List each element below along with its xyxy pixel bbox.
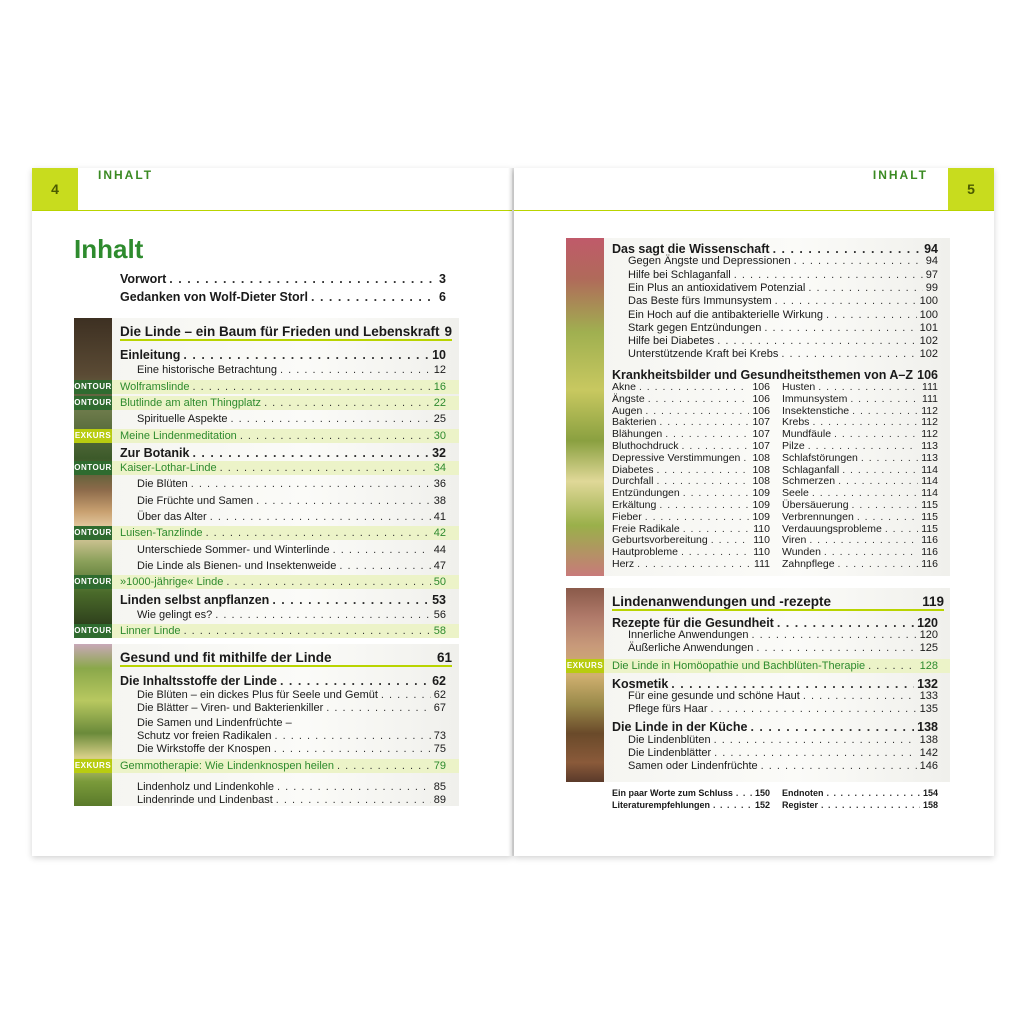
toc-entry[interactable]: Vorwort . . . 3 <box>120 272 446 286</box>
toc-entry[interactable]: Literaturempfehlungen . . . 152 <box>612 800 770 810</box>
az-entry[interactable]: Herz . . . 111 <box>612 558 770 570</box>
tag-badge: EXKURS <box>74 759 112 773</box>
toc-entry[interactable]: Hilfe bei Schlaganfall . . . 97 <box>628 269 938 281</box>
linden-blossom-photo <box>74 644 112 806</box>
toc-entry[interactable]: Linden selbst anpflanzen . . . 53 <box>120 593 446 607</box>
az-entry[interactable]: Durchfall . . . 108 <box>612 475 770 487</box>
toc-entry[interactable]: Äußerliche Anwendungen . . . 125 <box>628 642 938 654</box>
toc-entry[interactable]: Unterschiede Sommer- und Winterlinde . . . 44 <box>137 544 446 556</box>
toc-entry[interactable]: Unterstützende Kraft bei Krebs . . . 102 <box>628 348 938 360</box>
az-entry[interactable]: Mundfäule . . . 112 <box>782 428 938 440</box>
toc-entry[interactable]: Innerliche Anwendungen . . . 120 <box>628 629 938 641</box>
az-entry[interactable]: Schlaganfall . . . 114 <box>782 464 938 476</box>
az-entry[interactable]: Entzündungen . . . 109 <box>612 487 770 499</box>
toc-entry[interactable]: Hilfe bei Diabetes . . . 102 <box>628 335 938 347</box>
az-entry[interactable]: Geburtsvorbereitung . . . 110 <box>612 534 770 546</box>
az-entry[interactable]: Verbrennungen . . . 115 <box>782 511 938 523</box>
az-entry[interactable]: Ängste . . . 106 <box>612 393 770 405</box>
toc-entry[interactable]: Über das Alter . . . 41 <box>137 511 446 523</box>
toc-entry[interactable]: Linner Linde . . . 58 <box>120 625 446 637</box>
toc-entry[interactable]: Die Inhaltsstoffe der Linde . . . 62 <box>120 674 446 688</box>
toc-entry[interactable]: Die Blüten – ein dickes Plus für Seele und Gemüt . . . 62 <box>137 689 446 701</box>
toc-entry[interactable]: Kaiser-Lothar-Linde . . . 34 <box>120 462 446 474</box>
toc-entry[interactable]: Endnoten . . . 154 <box>782 788 938 798</box>
toc-entry[interactable]: Lindenrinde und Lindenbast . . . 89 <box>137 794 446 806</box>
az-entry[interactable]: Verdauungsprobleme . . . 115 <box>782 523 938 535</box>
tag-badge: ONTOUR <box>74 396 112 410</box>
toc-entry[interactable]: Pflege fürs Haar . . . 135 <box>628 703 938 715</box>
tag-badge: ONTOUR <box>74 380 112 394</box>
az-entry[interactable]: Bakterien . . . 107 <box>612 416 770 428</box>
toc-entry[interactable]: Gemmotherapie: Wie Lindenknospen heilen . . . 79 <box>120 760 446 772</box>
tag-badge: EXKURS <box>74 429 112 443</box>
section-heading[interactable]: Gesund und fit mithilfe der Linde 61 <box>120 650 452 665</box>
toc-entry[interactable]: Kosmetik . . . 132 <box>612 677 938 691</box>
toc-entry[interactable]: »1000-jährige« Linde . . . 50 <box>120 576 446 588</box>
toc-entry[interactable]: Spirituelle Aspekte . . . 25 <box>137 413 446 425</box>
toc-entry[interactable]: Die Früchte und Samen . . . 38 <box>137 495 446 507</box>
toc-entry[interactable]: Zur Botanik . . . 32 <box>120 446 446 460</box>
az-entry[interactable]: Pilze . . . 113 <box>782 440 938 452</box>
toc-entry[interactable]: Ein paar Worte zum Schluss . . . 150 <box>612 788 770 798</box>
toc-entry[interactable]: Die Linde in Homöopathie und Bachblüten-Therapie . . . 128 <box>612 660 938 672</box>
az-entry[interactable]: Seele . . . 114 <box>782 487 938 499</box>
toc-entry[interactable]: Die Lindenblätter . . . 142 <box>628 747 938 759</box>
toc-entry[interactable]: Wie gelingt es? . . . 56 <box>137 609 446 621</box>
az-entry[interactable]: Fieber . . . 109 <box>612 511 770 523</box>
az-entry[interactable]: Bluthochdruck . . . 107 <box>612 440 770 452</box>
toc-entry[interactable]: Samen oder Lindenfrüchte . . . 146 <box>628 760 938 772</box>
toc-entry[interactable]: Einleitung . . . 10 <box>120 348 446 362</box>
toc-entry[interactable]: Eine historische Betrachtung . . . 12 <box>137 364 446 376</box>
toc-entry[interactable]: Register . . . 158 <box>782 800 938 810</box>
tag-badge: ONTOUR <box>74 624 112 638</box>
tag-badge: EXKURS <box>566 659 604 673</box>
az-entry[interactable]: Wunden . . . 116 <box>782 546 938 558</box>
az-entry[interactable]: Hautprobleme . . . 110 <box>612 546 770 558</box>
az-entry[interactable]: Augen . . . 106 <box>612 405 770 417</box>
toc-entry[interactable]: Die Linde als Bienen- und Insektenweide . . . 47 <box>137 560 446 572</box>
page-title: Inhalt <box>74 234 144 264</box>
page-number: 4 <box>32 168 78 210</box>
toc-entry[interactable]: Gegen Ängste und Depressionen . . . 94 <box>628 255 938 267</box>
az-entry[interactable]: Insektenstiche . . . 112 <box>782 405 938 417</box>
toc-entry[interactable]: Die Samen und Lindenfrüchte – <box>137 717 292 729</box>
book-spread <box>32 168 994 856</box>
az-entry[interactable]: Freie Radikale . . . 110 <box>612 523 770 535</box>
section-heading[interactable]: Krankheitsbilder und Gesundheitsthemen von A–Z 106 <box>612 368 938 382</box>
toc-entry[interactable]: Die Lindenblüten . . . 138 <box>628 734 938 746</box>
az-entry[interactable]: Immunsystem . . . 111 <box>782 393 938 405</box>
toc-entry[interactable]: Stark gegen Entzündungen . . . 101 <box>628 322 938 334</box>
left-page <box>32 168 512 856</box>
toc-entry[interactable]: Das Beste fürs Immunsystem . . . 100 <box>628 295 938 307</box>
az-entry[interactable]: Viren . . . 116 <box>782 534 938 546</box>
right-page <box>514 168 994 856</box>
toc-entry[interactable]: Schutz vor freien Radikalen . . . 73 <box>137 730 446 742</box>
az-entry[interactable]: Husten . . . 111 <box>782 381 938 393</box>
section-heading[interactable]: Lindenanwendungen und -rezepte 119 <box>612 594 944 609</box>
toc-entry[interactable]: Meine Lindenmeditation . . . 30 <box>120 430 446 442</box>
linden-leaves-photo <box>566 238 604 576</box>
az-entry[interactable]: Erkältung . . . 109 <box>612 499 770 511</box>
toc-entry[interactable]: Ein Hoch auf die antibakterielle Wirkung . . . 100 <box>628 309 938 321</box>
toc-entry[interactable]: Die Blätter – Viren- und Bakterienkiller . . . 67 <box>137 702 446 714</box>
toc-entry[interactable]: Rezepte für die Gesundheit . . . 120 <box>612 616 938 630</box>
running-header: INHALT <box>98 168 154 182</box>
toc-entry[interactable]: Wolframslinde . . . 16 <box>120 381 446 393</box>
toc-entry[interactable]: Die Blüten . . . 36 <box>137 478 446 490</box>
az-entry[interactable]: Zahnpflege . . . 116 <box>782 558 938 570</box>
az-entry[interactable]: Übersäuerung . . . 115 <box>782 499 938 511</box>
tea-cup-photo <box>566 588 604 782</box>
toc-entry[interactable]: Das sagt die Wissenschaft . . . 94 <box>612 242 938 256</box>
az-entry[interactable]: Depressive Verstimmungen . . . 108 <box>612 452 770 464</box>
toc-entry[interactable]: Gedanken von Wolf-Dieter Storl . . . 6 <box>120 290 446 304</box>
az-entry[interactable]: Blähungen . . . 107 <box>612 428 770 440</box>
toc-entry[interactable]: Ein Plus an antioxidativem Potenzial . . . 99 <box>628 282 938 294</box>
toc-entry[interactable]: Lindenholz und Lindenkohle . . . 85 <box>137 781 446 793</box>
toc-entry[interactable]: Blutlinde am alten Thingplatz . . . 22 <box>120 397 446 409</box>
toc-entry[interactable]: Luisen-Tanzlinde . . . 42 <box>120 527 446 539</box>
toc-entry[interactable]: Die Linde in der Küche . . . 138 <box>612 720 938 734</box>
tag-badge: ONTOUR <box>74 575 112 589</box>
tag-badge: ONTOUR <box>74 526 112 540</box>
toc-entry[interactable]: Die Wirkstoffe der Knospen . . . 75 <box>137 743 446 755</box>
tag-badge: ONTOUR <box>74 461 112 475</box>
az-entry[interactable]: Schlafstörungen . . . 113 <box>782 452 938 464</box>
az-entry[interactable]: Krebs . . . 112 <box>782 416 938 428</box>
az-entry[interactable]: Schmerzen . . . 114 <box>782 475 938 487</box>
toc-entry[interactable]: Für eine gesunde und schöne Haut . . . 133 <box>628 690 938 702</box>
page-number: 5 <box>948 168 994 210</box>
az-entry[interactable]: Diabetes . . . 108 <box>612 464 770 476</box>
az-entry[interactable]: Akne . . . 106 <box>612 381 770 393</box>
section-heading[interactable]: Die Linde – ein Baum für Frieden und Lebenskraft 9 <box>120 324 452 339</box>
running-header: INHALT <box>872 168 928 182</box>
